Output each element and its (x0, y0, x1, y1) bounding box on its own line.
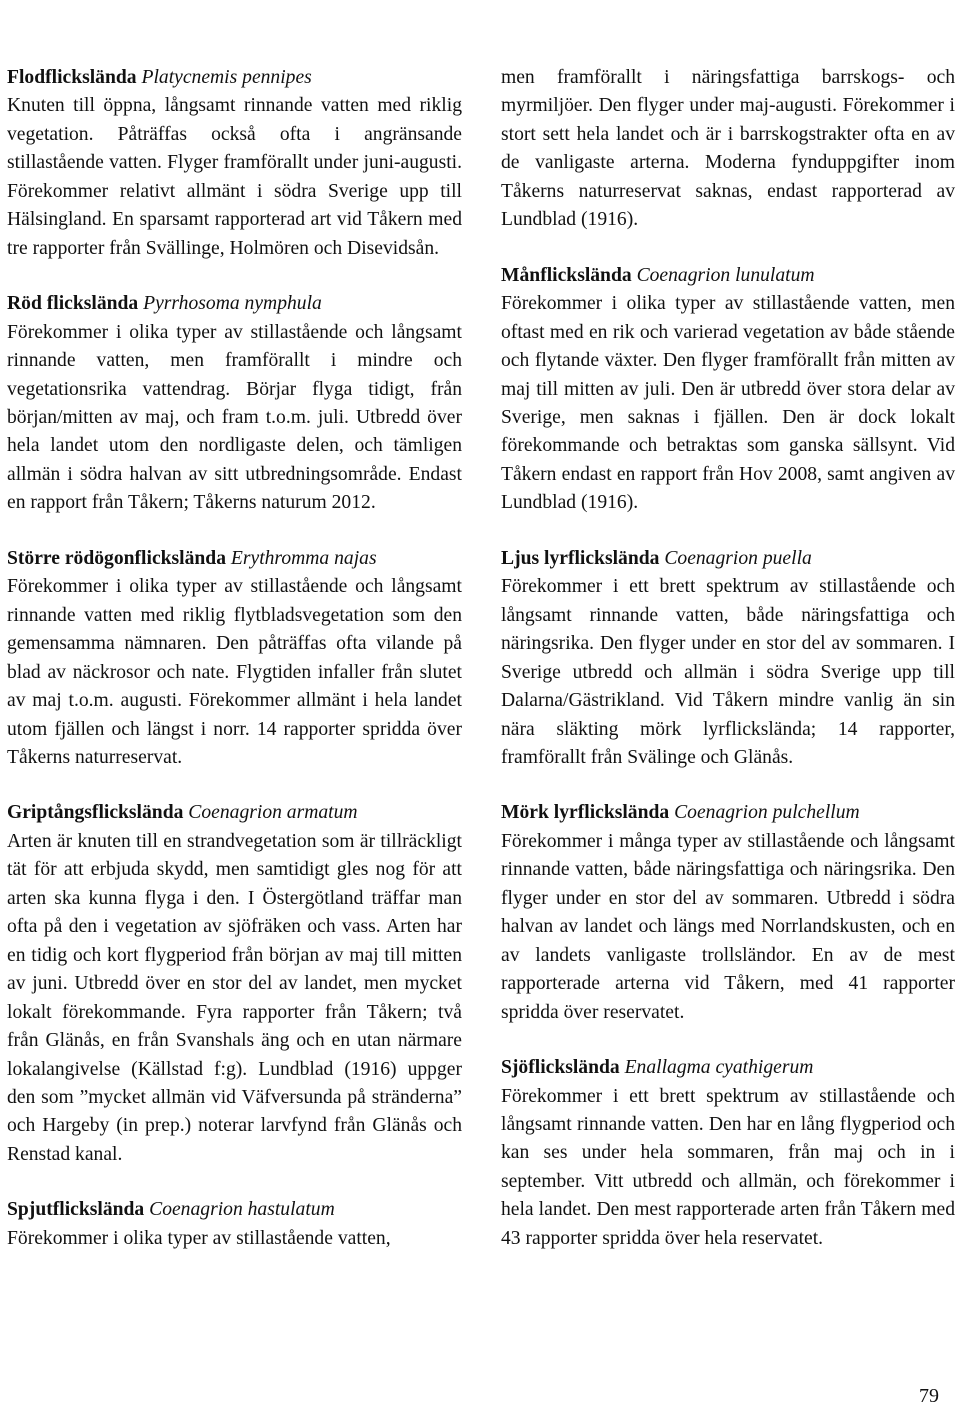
species-latin-name: Coenagrion puella (664, 547, 812, 569)
species-entry (501, 545, 955, 773)
species-entry-continued (501, 64, 955, 235)
species-description: Förekommer i olika typer av stillastående och långsamt rinnande vatten med riklig flytbladsvegetation som den gemensamma nämnaren. Den påträffas ofta vilande på blad av näckrosor och nate. Flygtiden infaller från slutet av maj t.o.m. augusti. Förekommer allmänt i hela landet utom fjällen och längst i norr. 14 rapporter spridda över Tåkerns naturreservat. (7, 576, 462, 768)
species-entry (7, 799, 462, 1169)
species-entry (7, 290, 462, 518)
species-latin-name: Coenagrion lunulatum (636, 264, 815, 286)
species-description: Arten är knuten till en strandvegetation som är tillräckligt tät för att erbjuda skydd, men samtidigt gles nog för att arten ska kunna flyga i den. I Östergötland träffar man ofta på den i vegetation av sjöfräken och vass. Arten har en tidig och kort flygperiod från början av maj till mitten av juni. Utbredd över en stor del av landet, men mycket lokalt förekommande. Fyra rapporter från Tåkern; två från Glänås, en från Svanshals äng och en utan närmare lokalangivelse (Källstad f:g). Lundblad (1916) uppger den som ”mycket allmän vid Väfversunda på stränderna” och Hargeby (in prep.) noterar larvfynd från Glänås och Renstad kanal. (7, 830, 462, 1165)
right-column (501, 64, 955, 1280)
species-description: Förekommer i ett brett spektrum av stillastående och långsamt rinnande vatten. Den har en lång flygperiod och kan ses under hela sommaren, från maj och in i september. Vitt utbredd och allmän, och förekommer i hela landet. Den mest rapporterade arten från Tåkern med 43 rapporter spridda över hela reservatet. (501, 1085, 955, 1249)
species-entry (7, 64, 462, 263)
species-name: Mörk lyrflickslända (501, 802, 670, 824)
species-name: Större rödögonflickslända (7, 547, 226, 569)
species-latin-name: Erythromma najas (230, 547, 377, 569)
species-entry (7, 1196, 462, 1253)
species-latin-name: Pyrrhosoma nymphula (143, 293, 322, 315)
species-latin-name: Coenagrion armatum (188, 802, 358, 824)
left-column (7, 64, 462, 1280)
page-number: 79 (919, 1385, 939, 1407)
species-entry (7, 545, 462, 773)
species-entry (501, 262, 955, 518)
species-description: Förekommer i olika typer av stillastående vatten, men oftast med en rik och varierad vegetation av både stående och flytande växter. Den flyger framförallt från mitten av maj till mitten av juli. Den är utbredd över stora delar av Sverige, men saknas i fjällen. Den är dock lokalt förekommande och betraktas som ganska sällsynt. Vid Tåkern endast en rapport från Hov 2008, samt angiven av Lundblad (1916). (501, 293, 955, 514)
species-latin-name: Enallagma cyathigerum (624, 1057, 814, 1079)
species-description: Förekommer i många typer av stillastående och långsamt rinnande vatten, både näringsfattiga och näringsrika. Den flyger under en stor del av sommaren. Utbredd i södra halvan av landet och längs med Norrlandskusten, och en av landets vanligaste trollsländor. En av de mest rapporterade arterna vid Tåkern, med 41 rapporter spridda över reservatet. (501, 830, 955, 1023)
species-description: Förekommer i ett brett spektrum av stillastående och långsamt rinnande vatten, både näringsfattiga och näringsrika. Den flyger under en stor del av sommaren. I Sverige utbredd och allmän i södra Sverige upp till Dalarna/Gästrikland. Vid Tåkern mindre vanlig än sin nära släkting mörk lyrflickslända; 14 rapporter, framförallt från Svälinge och Glänås. (501, 576, 955, 768)
species-name: Ljus lyrflickslända (501, 547, 660, 569)
species-entry (501, 1054, 955, 1253)
species-latin-name: Platycnemis pennipes (141, 67, 312, 88)
species-name: Spjutflickslända (7, 1199, 145, 1221)
species-name: Månflickslända (501, 264, 632, 286)
species-description: Förekommer i olika typer av stillastående och långsamt rinnande vatten, men framförallt i mindre och vegetationsrika vattendrag. Börjar flyga tidigt, från början/mitten av maj, och fram t.o.m. juli. Utbredd över hela landet utom den nordligaste delen, och tämligen allmän i södra halvan av sitt utbredningsområde. Endast en rapport från Tåkern; Tåkerns naturum 2012. (7, 321, 462, 514)
species-latin-name: Coenagrion hastulatum (149, 1199, 335, 1221)
species-name: Flodflickslända (7, 67, 137, 88)
species-entry (501, 799, 955, 1027)
species-latin-name: Coenagrion pulchellum (674, 802, 860, 824)
species-description: men framförallt i näringsfattiga barrskogs- och myrmiljöer. Den flyger under maj-augusti. Förekommer i stort sett hela landet och är i barrskogstrakter ofta en av de vanligaste arterna. Moderna fynduppgifter inom Tåkerns naturreservat saknas, endast rapporterad av Lundblad (1916). (501, 67, 955, 231)
species-name: Sjöflickslända (501, 1057, 620, 1079)
species-description: Förekommer i olika typer av stillastående vatten, (7, 1227, 391, 1249)
species-description: Knuten till öppna, långsamt rinnande vatten med riklig vegetation. Påträffas också ofta i angränsande stillastående vatten. Flyger framförallt under juni-augusti. Förekommer relativt allmänt i södra Sverige upp till Hälsingland. En sparsamt rapporterad art vid Tåkern med tre rapporter från Svällinge, Holmören och Disevidsån. (7, 95, 462, 259)
species-name: Griptångsflickslända (7, 802, 184, 824)
species-name: Röd flickslända (7, 293, 139, 315)
